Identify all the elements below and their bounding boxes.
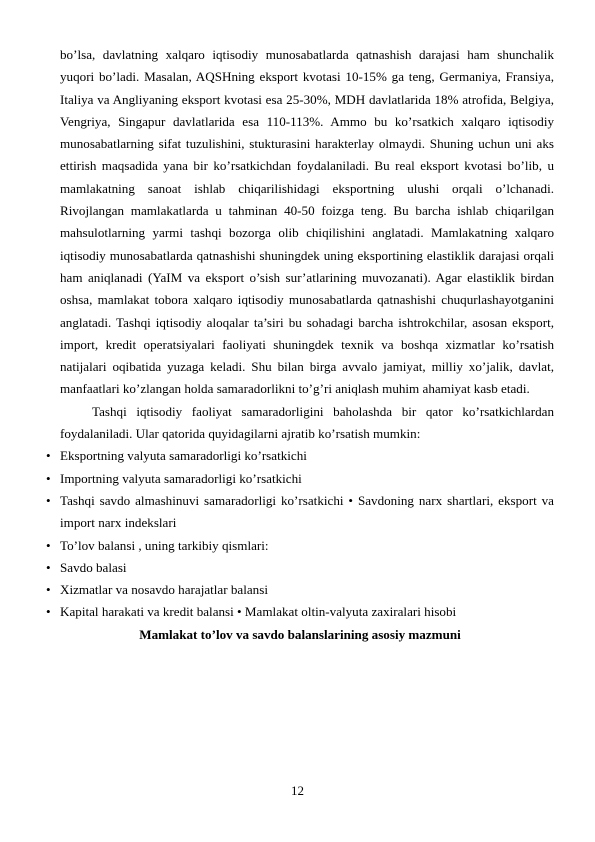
list-item — [46, 490, 554, 535]
list-item — [46, 468, 554, 490]
list-item — [46, 579, 554, 601]
bullet-icon: • — [46, 537, 51, 553]
list-item — [46, 535, 554, 557]
list-item-text: Xizmatlar va nosavdo harajatlar balansi — [60, 582, 268, 598]
list-item-text: Eksportning valyuta samaradorligi ko’rsatkichi — [60, 448, 307, 464]
indicator-list — [46, 445, 554, 623]
list-item — [46, 601, 554, 623]
body-text — [46, 44, 554, 646]
list-item-text: To’lov balansi , uning tarkibiy qismlari: — [60, 537, 269, 553]
bullet-icon: • — [46, 470, 51, 486]
paragraph-efficiency-indicators: Tashqi iqtisodiy faoliyat samaradorligini baholashda bir qator ko’rsatkichlardan foydalaniladi. Ular qatorida quyidagilarni ajratib ko’rsatish mumkin: — [60, 403, 554, 442]
bullet-icon: • — [46, 582, 51, 598]
bullet-icon: • — [46, 604, 51, 620]
section-heading: Mamlakat to’lov va savdo balanslarining asosiy mazmuni — [139, 626, 461, 642]
bullet-icon: • — [46, 559, 51, 575]
list-item — [46, 557, 554, 579]
bullet-icon: • — [46, 492, 51, 508]
list-item-text: Kapital harakati va kredit balansi • Mamlakat oltin-valyuta zaxiralari hisobi — [60, 604, 457, 620]
list-item-text: Savdo balasi — [60, 559, 127, 575]
page-number: 12 — [291, 783, 304, 798]
list-item — [46, 445, 554, 467]
list-item-text: Importning valyuta samaradorligi ko’rsatkichi — [60, 470, 302, 486]
list-item-text: Tashqi savdo almashinuvi samaradorligi ko’rsatkichi • Savdoning narx shartlari, eksport va import narx indekslari — [60, 492, 554, 531]
paragraph-export-quota: bo’lsa, davlatning xalqaro iqtisodiy munosabatlarda qatnashish darajasi ham shunchalik yuqori bo’ladi. Masalan, AQSHning eksport kvotasi 10-15% ga teng, Germaniya, Fransiya, Italiya va Angliyaning eksport kvotasi esa 25-30%, MDH davlatlarida 18% atrofida, Belgiya, Vengriya, Singapur davlatlarida esa 110-113%. Ammo bu ko’rsatkich xalqaro iqtisodiy munosabatlarning sifat tuzulishini, stukturasini harakterlay olmaydi. Shuning uchun uni aks ettirish maqsadida yana bir ko’rsatkichdan foydalaniladi. Bu real eksport kvotasi bo’lib, u mamlakatning sanoat ishlab chiqarilishidagi eksportning ulushi orqali o’lchanadi. Rivojlangan mamlakatlarda u tahminan 40-50 foizga teng. Bu barcha ishlab chiqarilgan mahsulotlarning yarmi tashqi bozorga olib chiqilishini anglatadi. Mamlakatning xalqaro iqtisodiy munosabatlarda qatnashishi shuningdek uning eksportining elastiklik darajasi orqali ham aniqlanadi (YaIM va eksport o’sish sur’atlarining muvozanati). Agar elastiklik birdan oshsa, mamlakat tobora xalqaro iqtisodiy munosabatlarda qatnashishi chuqurlashayotganini anglatadi. Tashqi iqtisodiy aloqalar ta’siri bu sohadagi barcha ishtrokchilar, asosan eksport, import, kredit operatsiyalari faoliyati shuningdek texnik va boshqa xizmatlar ko’rsatish natijalari oqibatida yuzaga keladi. Shu bilan birga avvalo jamiyat, milliy xo’jalik, davlat, manfaatlari ko’zlangan holda samaradorlikni to’g’ri aniqlash muhim ahamiyat kasb etadi. — [60, 47, 554, 397]
bullet-icon: • — [46, 448, 51, 464]
